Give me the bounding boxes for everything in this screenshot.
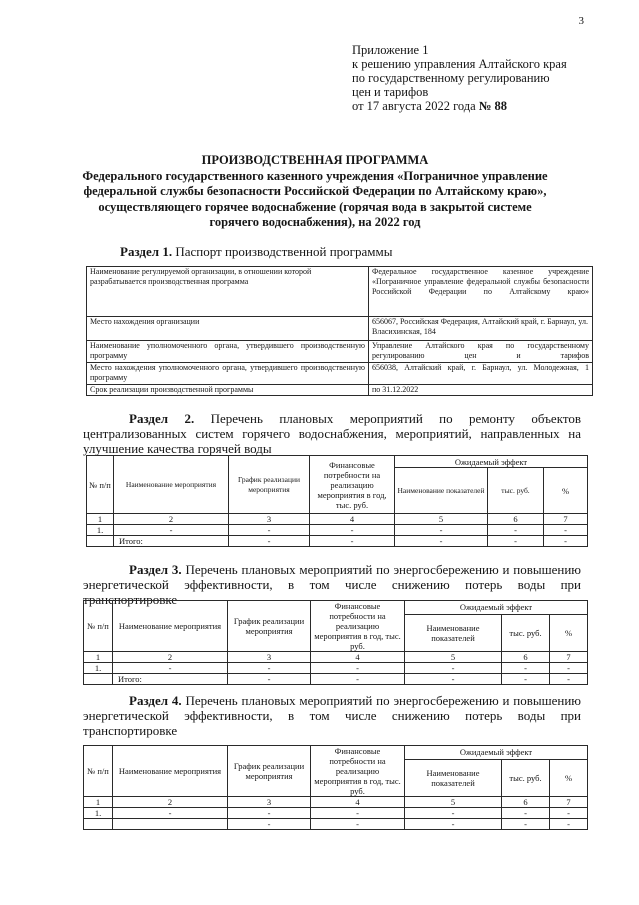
section-text: Перечень плановых мероприятий по энергосбережению и повышению энергетической эффективности, в том числе снижению потерь воды при транспортировке [83, 693, 581, 739]
col-header-percent: % [550, 759, 588, 796]
section-3-table [83, 600, 588, 685]
table-cell: 3 [228, 797, 311, 808]
table-cell: 6 [502, 652, 550, 663]
document-title [80, 153, 550, 231]
col-header-indicators: Наименование показателей [405, 759, 502, 796]
col-header-schedule: График реализации мероприятия [228, 601, 311, 652]
table-cell: - [228, 674, 311, 685]
table-cell: - [113, 808, 228, 819]
title-line: Федерального государственного казенного учреждения «Пограничное управление [82, 168, 548, 183]
appendix-date: от 17 августа 2022 года [352, 99, 476, 113]
table-cell: - [228, 808, 311, 819]
col-header-expected-effect: Ожидаемый эффект [405, 746, 588, 760]
table-header-row [84, 746, 588, 760]
table-cell: - [405, 674, 502, 685]
section-2-heading [83, 411, 581, 457]
col-header-name: Наименование мероприятия [113, 601, 228, 652]
col-header-finance: Финансовые потребности на реализацию мероприятия в год, тыс. руб. [311, 601, 405, 652]
appendix-line: Приложение 1 [352, 43, 429, 57]
passport-name-cell: Срок реализации производственной программы [87, 385, 369, 396]
table-cell: 1 [84, 797, 113, 808]
section-4-table [83, 745, 588, 830]
col-header-finance: Финансовые потребности на реализацию мероприятия в год, тыс. руб. [310, 456, 395, 514]
table-cell: - [310, 536, 395, 547]
col-header-thousand-rub: тыс. руб. [488, 468, 544, 514]
table-cell: - [113, 663, 228, 674]
table-cell: 1 [84, 652, 113, 663]
table-cell [113, 819, 228, 830]
section-4-heading [83, 693, 581, 739]
col-header-name: Наименование мероприятия [113, 746, 228, 797]
col-header-finance: Финансовые потребности на реализацию мероприятия в год, тыс. руб. [311, 746, 405, 797]
col-header-number: № п/п [84, 746, 113, 797]
section-label: Раздел 1. [120, 244, 173, 259]
table-cell: - [550, 819, 588, 830]
column-number-row [87, 514, 588, 525]
appendix-line: цен и тарифов [352, 85, 429, 99]
table-cell: 3 [228, 652, 311, 663]
table-cell: 2 [113, 652, 228, 663]
total-label-cell: Итого: [113, 674, 228, 685]
table-cell: 4 [310, 514, 395, 525]
col-header-name: Наименование мероприятия [114, 456, 229, 514]
table-cell: - [229, 536, 310, 547]
appendix-date-line [352, 99, 602, 113]
table-cell [87, 536, 114, 547]
table-cell: 4 [311, 652, 405, 663]
passport-value-cell: Федеральное государственное казенное учреждение «Пограничное управление федеральной службы безопасности Российской Федерации по Алтайскому краю» [369, 267, 593, 317]
column-number-row [84, 652, 588, 663]
col-header-number: № п/п [87, 456, 114, 514]
col-header-expected-effect: Ожидаемый эффект [405, 601, 588, 615]
section-1-heading [120, 244, 590, 259]
col-header-indicators: Наименование показателей [395, 468, 488, 514]
table-row [84, 819, 588, 830]
table-cell [84, 819, 113, 830]
appendix-line: к решению управления Алтайского края [352, 57, 567, 71]
table-cell: - [229, 525, 310, 536]
col-header-schedule: График реализации мероприятия [228, 746, 311, 797]
table-cell: - [311, 663, 405, 674]
total-label-cell: Итого: [114, 536, 229, 547]
table-cell: 1. [84, 808, 113, 819]
page-number: 3 [578, 15, 584, 27]
passport-name-cell: Наименование уполномоченного органа, утвердившего производственную программу [87, 341, 369, 363]
col-header-percent: % [550, 614, 588, 651]
table-cell: 7 [550, 652, 588, 663]
table-cell: - [502, 674, 550, 685]
table-cell: 5 [395, 514, 488, 525]
table-row [84, 663, 588, 674]
title-line: федеральной службы безопасности Российской Федерации по Алтайскому краю», [83, 184, 547, 199]
table-cell: 5 [405, 652, 502, 663]
table-row [87, 525, 588, 536]
appendix-header [352, 43, 602, 113]
col-header-indicators: Наименование показателей [405, 614, 502, 651]
appendix-line: по государственному регулированию [352, 71, 550, 85]
table-row [87, 267, 593, 317]
section-2-table [86, 455, 588, 547]
table-cell: - [311, 808, 405, 819]
table-cell: - [405, 819, 502, 830]
total-row [84, 674, 588, 685]
table-row [84, 808, 588, 819]
table-cell: 2 [114, 514, 229, 525]
col-header-schedule: График реализации мероприятия [229, 456, 310, 514]
table-header-row [87, 456, 588, 468]
table-cell: - [550, 808, 588, 819]
table-cell: - [228, 819, 311, 830]
section-label: Раздел 4. [129, 693, 182, 708]
table-row [87, 363, 593, 385]
table-row [87, 341, 593, 363]
table-cell: - [228, 663, 311, 674]
table-cell: - [502, 819, 550, 830]
table-header-row [84, 601, 588, 615]
table-cell: 5 [405, 797, 502, 808]
title-line: ПРОИЗВОДСТВЕННАЯ ПРОГРАММА [201, 153, 429, 167]
column-number-row [84, 797, 588, 808]
table-cell: - [114, 525, 229, 536]
section-text: Паспорт производственной программы [175, 244, 393, 259]
table-cell: - [502, 808, 550, 819]
table-cell: - [311, 674, 405, 685]
title-line: горячего водоснабжения), на 2022 год [209, 215, 421, 230]
table-cell: 1 [87, 514, 114, 525]
table-cell: - [488, 525, 544, 536]
table-cell: 6 [488, 514, 544, 525]
table-cell: 7 [544, 514, 588, 525]
passport-value-cell: по 31.12.2022 [369, 385, 593, 396]
table-cell: - [395, 536, 488, 547]
decision-number: № 88 [478, 99, 508, 113]
table-cell: 2 [113, 797, 228, 808]
col-header-thousand-rub: тыс. руб. [502, 614, 550, 651]
passport-name-cell: Наименование регулируемой организации, в отношении которой разрабатывается производственная программа [87, 267, 369, 317]
table-cell: - [544, 536, 588, 547]
section-text: Перечень плановых мероприятий по энергосбережению и повышению энергетической эффективности, в том числе снижению потерь воды при транспортировке [83, 562, 581, 608]
table-cell: 1. [87, 525, 114, 536]
table-cell: - [395, 525, 488, 536]
table-cell: - [502, 663, 550, 674]
total-row [87, 536, 588, 547]
table-cell: 1. [84, 663, 113, 674]
table-cell: - [405, 808, 502, 819]
table-row [87, 317, 593, 341]
col-header-thousand-rub: тыс. руб. [502, 759, 550, 796]
passport-value-cell: 656038, Алтайский край, г. Барнаул, ул. Молодежная, 1 [369, 363, 593, 385]
table-row [87, 385, 593, 396]
passport-name-cell: Место нахождения уполномоченного органа, утвердившего производственную программу [87, 363, 369, 385]
table-cell: - [550, 674, 588, 685]
table-cell: 7 [550, 797, 588, 808]
title-line: осуществляющего горячее водоснабжение (горячая вода в закрытой системе [98, 199, 532, 214]
passport-value-cell: Управление Алтайского края по государственному регулированию цен и тарифов [369, 341, 593, 363]
passport-value-cell: 656067, Российская Федерация, Алтайский край, г. Барнаул, ул. Власихинская, 184 [369, 317, 593, 341]
table-cell [84, 674, 113, 685]
table-cell: - [544, 525, 588, 536]
table-cell: 6 [502, 797, 550, 808]
col-header-number: № п/п [84, 601, 113, 652]
table-cell: - [550, 663, 588, 674]
col-header-percent: % [544, 468, 588, 514]
table-cell: 3 [229, 514, 310, 525]
section-label: Раздел 2. [129, 411, 195, 426]
section-label: Раздел 3. [129, 562, 182, 577]
table-cell: - [405, 663, 502, 674]
table-cell: - [311, 819, 405, 830]
table-cell: 4 [311, 797, 405, 808]
passport-name-cell: Место нахождения организации [87, 317, 369, 341]
passport-table [86, 266, 593, 396]
col-header-expected-effect: Ожидаемый эффект [395, 456, 588, 468]
table-cell: - [310, 525, 395, 536]
table-cell: - [488, 536, 544, 547]
section-text: Перечень плановых мероприятий по ремонту объектов централизованных систем горячего водоснабжения, мероприятий, направленных на улучшение качества горячей воды [83, 411, 581, 457]
